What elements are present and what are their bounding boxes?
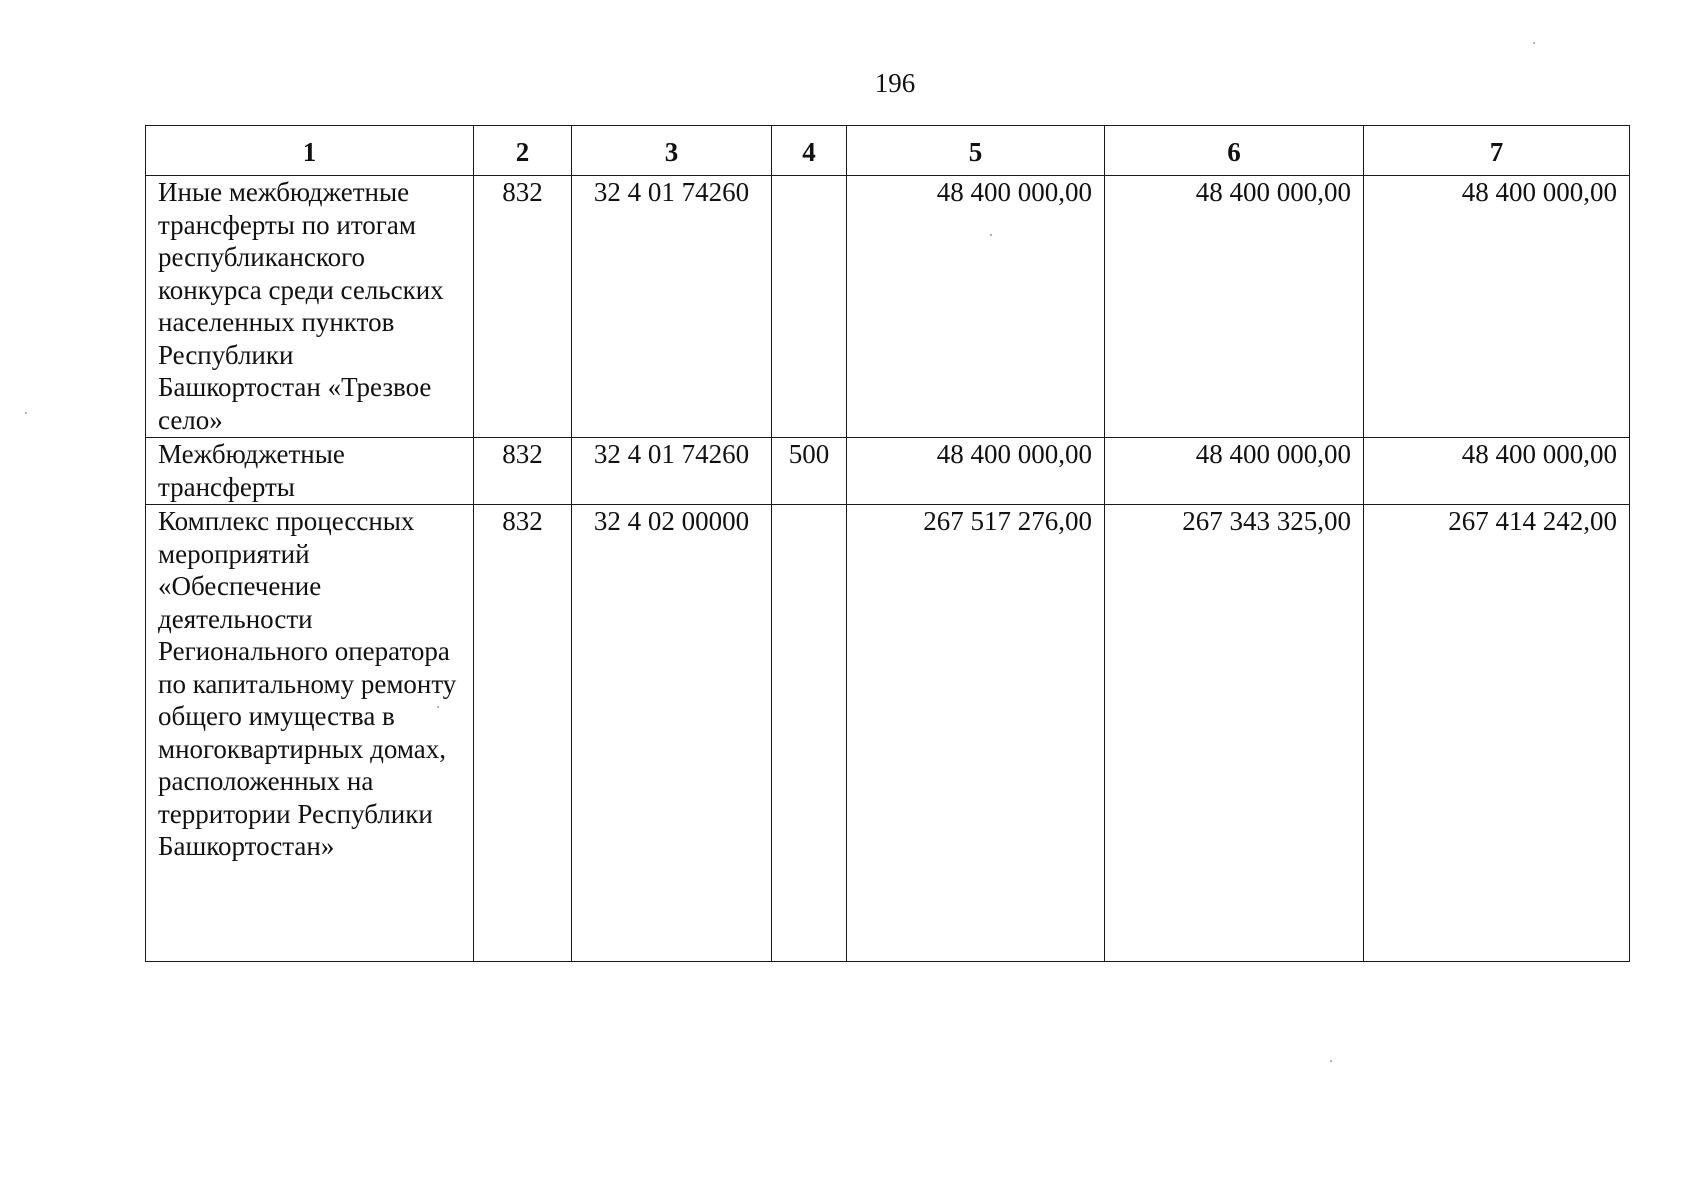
row-amount-1-cell: 48 400 000,00 xyxy=(847,438,1105,505)
column-header-4: 4 xyxy=(772,126,847,176)
row-name-text: Комплекс процессных мероприятий «Обеспечение деятельности Регионального оператора по капитальному ремонту общего имущества в многоквартирных домах, расположенных на территории Республики Башкортостан» xyxy=(158,506,457,861)
row-code-cell: 832 xyxy=(474,438,572,505)
row-name-cell xyxy=(146,176,474,438)
column-header-5: 5 xyxy=(847,126,1105,176)
row-classification-cell: 32 4 01 74260 xyxy=(572,176,772,438)
row-amount-1-cell: 48 400 000,00 xyxy=(847,176,1105,438)
row-amount-2-cell: 48 400 000,00 xyxy=(1105,438,1364,505)
row-name-text: Межбюджетные трансферты xyxy=(158,439,345,502)
page-number: 196 xyxy=(874,68,916,98)
row-name-cell xyxy=(146,505,474,962)
column-header-3: 3 xyxy=(572,126,772,176)
row-amount-3-cell: 48 400 000,00 xyxy=(1364,176,1630,438)
row-classification-cell: 32 4 02 00000 xyxy=(572,505,772,962)
column-header-1: 1 xyxy=(146,126,474,176)
table-row xyxy=(146,176,1630,438)
row-amount-2-cell: 267 343 325,00 xyxy=(1105,505,1364,962)
column-header-2: 2 xyxy=(474,126,572,176)
budget-table xyxy=(145,125,1630,962)
row-amount-1-cell: 267 517 276,00 xyxy=(847,505,1105,962)
row-amount-3-cell: 267 414 242,00 xyxy=(1364,505,1630,962)
row-expense-type-cell xyxy=(772,505,847,962)
row-classification-cell: 32 4 01 74260 xyxy=(572,438,772,505)
row-amount-3-cell: 48 400 000,00 xyxy=(1364,438,1630,505)
row-code-cell: 832 xyxy=(474,176,572,438)
table-header-row xyxy=(146,126,1630,176)
table-row xyxy=(146,438,1630,505)
row-amount-2-cell: 48 400 000,00 xyxy=(1105,176,1364,438)
table-row xyxy=(146,505,1630,962)
row-name-cell xyxy=(146,438,474,505)
row-expense-type-cell xyxy=(772,176,847,438)
row-code-cell: 832 xyxy=(474,505,572,962)
row-expense-type-cell: 500 xyxy=(772,438,847,505)
column-header-7: 7 xyxy=(1364,126,1630,176)
row-name-text: Иные межбюджетные трансферты по итогам республиканского конкурса среди сельских населенных пунктов Республики Башкортостан «Трезвое село» xyxy=(158,177,444,435)
column-header-6: 6 xyxy=(1105,126,1364,176)
